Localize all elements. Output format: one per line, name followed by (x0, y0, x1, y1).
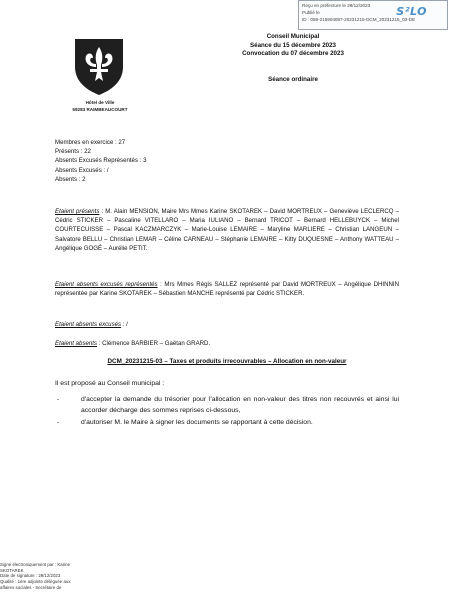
presents-label: Etaient présents (55, 208, 100, 215)
presents-paragraph (55, 207, 399, 253)
count-line: Absents Excusés : / (55, 166, 109, 174)
list-item (57, 418, 399, 429)
signature-line: Date de signature : 29/12/2023 (0, 573, 61, 579)
excused-represented-paragraph (55, 280, 399, 298)
excused-list: : / (121, 321, 128, 328)
prefecture-receipt-stamp (298, 0, 448, 30)
proposal-list (57, 395, 399, 431)
stamp-published-line: Publié le (302, 10, 320, 15)
town-hall-label: Hôtel de Ville (85, 100, 115, 105)
count-line: Absents : 2 (55, 175, 86, 183)
stamp-received-line: Reçu en préfecture le 29/12/2023 (302, 3, 371, 8)
excused-represented-label: Etaient absents excusés représentés (55, 281, 158, 288)
excused-represented-list: : Mrs Mmes Régis SALLEZ représenté par David MORTREUX – Angélique DHINNIN représentée par Karine SKOTAREK – Sébastien MANCHE représenté par Cédric STICKER. (55, 281, 399, 298)
meeting-header (228, 33, 358, 59)
town-hall-postcode: 59283 RAIMBEAUCOURT (72, 107, 128, 112)
absents-paragraph (55, 339, 399, 348)
seance-date: Séance du 15 décembre 2023 (250, 41, 336, 49)
absents-list: : Clémence BARBIER – Gaëtan GRARD. (97, 340, 211, 347)
proposal-item-text: d'autoriser M. le Maire à signer les documents se rapportant à cette décision. (81, 419, 313, 426)
excused-paragraph (55, 320, 399, 329)
seance-type: Séance ordinaire (268, 76, 318, 83)
signature-line: Qualité : 1ère adjointe déléguée aux (0, 579, 71, 585)
proposal-intro: Il est proposé au Conseil municipal : (55, 380, 165, 387)
absents-label: Etaient absents (55, 340, 98, 347)
presents-list: : M. Alain MENSION, Maire Mrs Mmes Karine SKOTAREK – David MORTREUX – Geneviève LECLERCQ – Cédric STICKER – Pascaline VITELLARO – Maria IULIANO – Bernard TRICOT – Bernard HELLEBUYCK – Michel COURTECUISSE – Pascal KACZMARCZYK – Marie-Louise LEMAIRE – Maryline MARLIERE – Christian LANGEUN – Salvatore BELLU – Christian LEMAR – Céline CARNEAU – Stéphanie LEMAIRE – Kitty DUQUESNE – Anthony WATTEAU – Angélique GOGÉ – Aurélie PETIT. (55, 208, 399, 252)
excused-label: Etaient absents excusés (55, 321, 122, 328)
count-line: Absents Excusés Représentés : 3 (55, 157, 147, 165)
bullet-dash: - (57, 396, 60, 403)
proposal-item-text: d'accepter la demande du trésorier pour l'allocation en non-valeur des titres non recouvrés et ainsi lui accorder décharge des sommes reprises ci-dessous, (81, 396, 399, 414)
list-item (57, 395, 399, 416)
signature-line: SKOTAREK (0, 567, 24, 573)
bullet-dash: - (57, 419, 60, 426)
member-counts (55, 138, 255, 184)
electronic-signature (0, 562, 90, 591)
town-hall-address (60, 99, 140, 113)
council-title: Conseil Municipal (266, 33, 320, 40)
deliberation-title: DCM_20231215-03 – Taxes et produits irrecouvrables – Allocation en non-valeur (107, 358, 347, 365)
signature-line: affaires sociales - Secrétaire de (0, 584, 62, 590)
convocation-date: Convocation du 07 décembre 2023 (242, 50, 344, 57)
signature-line: Signé électroniquement par : Karine (0, 562, 71, 567)
s2lo-logo: S²LO (396, 5, 427, 18)
count-line: Présents : 22 (55, 148, 91, 156)
stamp-id-line: ID : 059-215904897-20231215-DCM_20231215_03-DE (302, 17, 416, 22)
count-line: Membres en exercice : 27 (55, 139, 126, 146)
fleur-de-lis-crest-icon (73, 37, 125, 97)
